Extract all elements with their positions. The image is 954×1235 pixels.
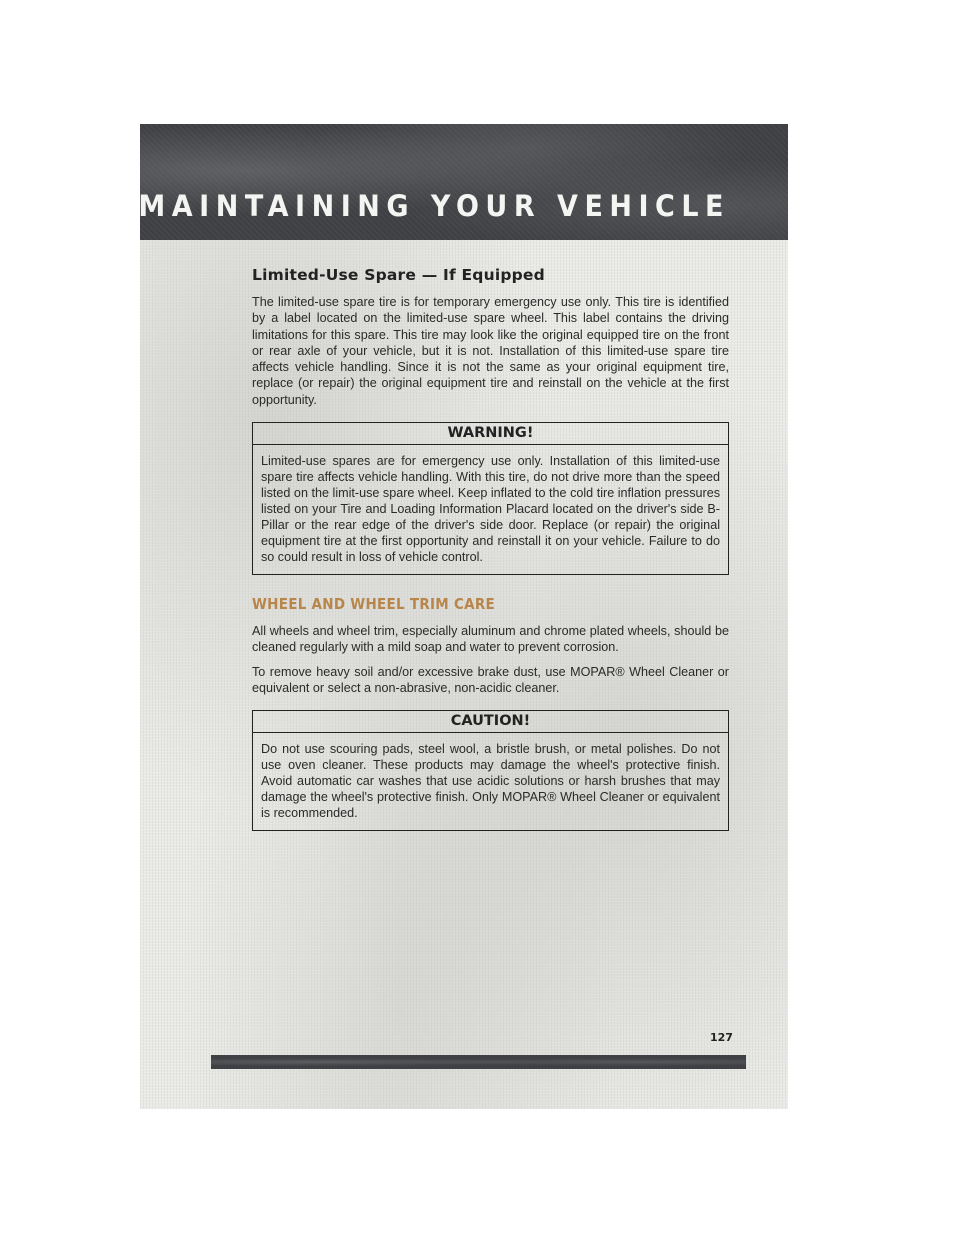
section-title-wheel-trim-care: WHEEL AND WHEEL TRIM CARE (252, 595, 496, 614)
header-band (140, 124, 788, 240)
warning-title: WARNING! (253, 423, 728, 445)
chapter-title: MAINTAINING YOUR VEHICLE (138, 190, 730, 224)
warning-box (252, 422, 729, 575)
wheel-care-paragraph-1: All wheels and wheel trim, especially aluminum and chrome plated wheels, should be cleaned regularly with a mild soap and water to prevent corrosion. (252, 624, 729, 655)
caution-box (252, 710, 729, 831)
warning-body: Limited-use spares are for emergency use only. Installation of this limited-use spare tire affects vehicle handling. With this tire, do not drive more than the speed listed on the limit-use spare wheel. Keep inflated to the cold tire inflation pressures listed on your Tire and Loading Information Placard located on the driver's side B-Pillar or the rear edge of the driver's side door. Replace (or repair) the original equipment tire at the first opportunity and reinstall it on your vehicle. Failure to do so could result in loss of vehicle control. (261, 454, 720, 565)
section-title-limited-use-spare: Limited-Use Spare — If Equipped (252, 266, 545, 284)
caution-body: Do not use scouring pads, steel wool, a bristle brush, or metal polishes. Do not use oven cleaner. These products may damage the wheel's protective finish. Avoid automatic car washes that use acidic solutions or harsh brushes that may damage the wheel's protective finish. Only MOPAR® Wheel Cleaner or equivalent is recommended. (261, 742, 720, 821)
limited-use-spare-paragraph: The limited-use spare tire is for temporary emergency use only. This tire is identified by a label located on the limited-use spare wheel. This label contains the driving limitations for this spare. This tire may look like the original equipped tire on the front or rear axle of your vehicle, but it is not. Installation of this limited-use spare tire affects vehicle handling. Since it is not the same as your original equipment tire, replace (or repair) the original equipment tire and reinstall on the vehicle at the first opportunity. (252, 295, 729, 407)
page-number: 127 (710, 1031, 733, 1044)
footer-band (211, 1055, 746, 1069)
wheel-care-paragraph-2: To remove heavy soil and/or excessive brake dust, use MOPAR® Wheel Cleaner or equivalent or select a non-abrasive, non-acidic cleaner. (252, 664, 729, 695)
manual-page (140, 124, 788, 1109)
page-content (252, 266, 729, 831)
caution-title: CAUTION! (253, 711, 728, 733)
